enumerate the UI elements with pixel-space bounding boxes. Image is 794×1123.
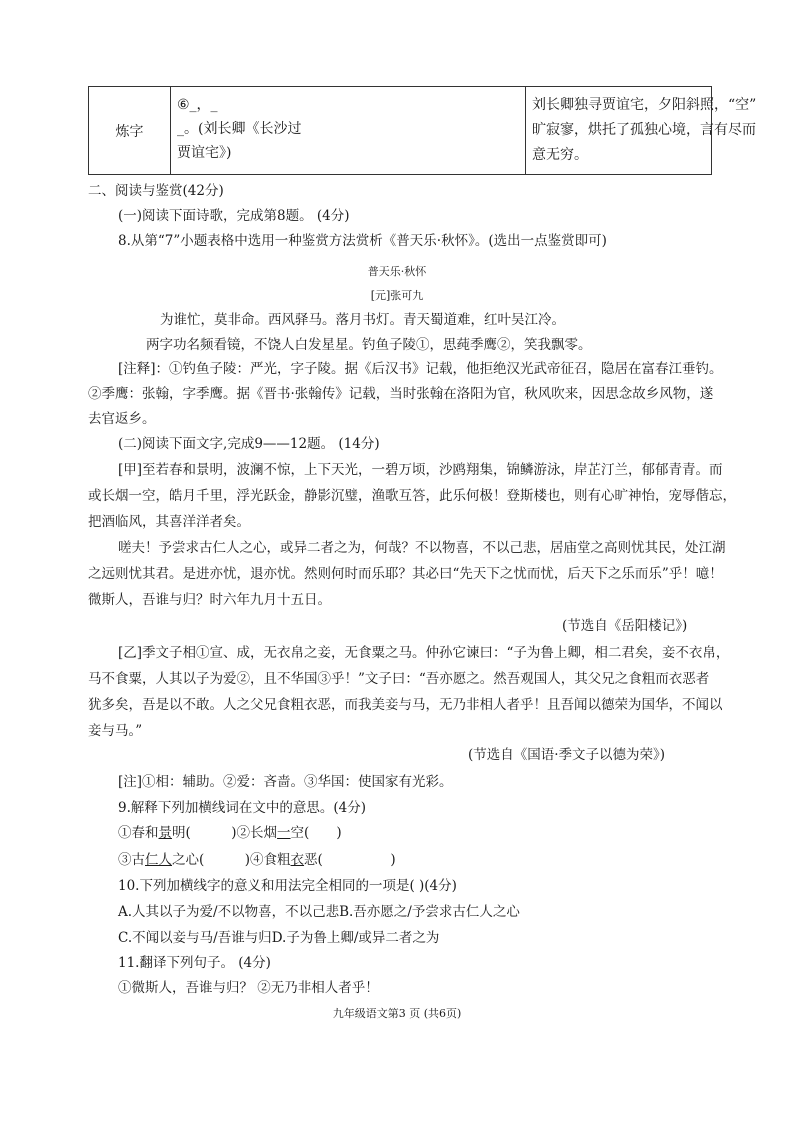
poem-author: [元]张可九 [370,289,424,302]
poem-title: 普天乐·秋怀 [367,265,427,278]
table-right-line: 旷寂寥，烘托了孤独心境，言有尽而 [532,122,756,138]
q9-item-text: 空( ) [290,825,342,841]
passage-yi-line: [乙]季文子相①宣、成，无衣帛之妾，无食粟之马。仲孙它谏曰：“子为鲁上卿，相二君矣，妾不衣帛， [118,645,730,661]
q9-item-text: ④食粗 [250,852,291,868]
passage-jia-line: 把酒临风，其喜洋洋者矣。 [88,514,250,530]
q10-option-c: C.不闻以妾与马/吾谁与归 [118,930,272,946]
question-10: 10.下列加横线字的意义和用法完全相同的一项是( )(4分) [118,878,457,894]
q10-option-a: A.人其以子为爱/不以物喜，不以己悲 [118,904,340,920]
q9-underlined-word: 仁人 [145,852,172,868]
table-middle-cell [171,87,526,174]
question-8: 8.从第“7”小题表格中选用一种鉴赏方法赏析《普天乐·秋怀》。(选出一点鉴赏即可) [118,233,607,249]
section-heading: 二、阅读与鉴赏(42分) [88,183,224,199]
table-right-line: 刘长卿独寻贾谊宅，夕阳斜照，“空” [532,97,757,113]
passage-yi-source: (节选自《国语·季文子以德为荣》) [468,747,666,763]
q9-item-text: 之心( ) [172,852,251,868]
table-right-cell [526,87,757,174]
passage-yi-line: 马不食粟，人其以子为爱②，且不华国③乎！”文子曰：“吾亦愿之。然吾观国人，其父兄之食粗而衣恶者 [88,671,710,687]
q9-underlined-word: 衣 [290,852,305,868]
question-11-items: ①微斯人，吾谁与归？ ②无乃非相人者乎！ [118,980,379,996]
question-10-options [118,928,439,948]
part2-intro: (二)阅读下面文字,完成9——12题。 (14分) [118,436,380,452]
poem-line: 为谁忙，莫非命。西风驿马。落月书灯。青天蜀道难，红叶吴江冷。 [160,312,565,328]
table-mid-line: _。(刘长卿《长沙过 [177,121,302,137]
answer-table [88,86,757,175]
passage-jia-line: [甲]至若春和景明，波澜不惊，上下天光，一碧万顷，沙鸥翔集，锦鳞游泳，岸芷汀兰，郁郁青青。而 [118,462,723,478]
question-11: 11.翻译下列句子。 (4分) [118,955,271,971]
passage-jia-line: 嗟夫！予尝求古仁人之心，或异二者之为，何哉？不以物喜，不以己悲，居庙堂之高则忧其民，处江湖 [118,540,726,556]
passage-yi-line: 妾与马。” [88,723,143,739]
q9-item-text: 明( ) [172,825,237,841]
passage-jia-line: 或长烟一空，皓月千里，浮光跃金，静影沉璧，渔歌互答，此乐何极！登斯楼也，则有心旷神怡，宠辱偕忘， [88,488,736,504]
q9-underlined-word: 景 [158,825,172,841]
question-10-options [118,902,520,922]
q9-item-text: ①春和 [118,825,159,841]
q9-item-text: ②长烟 [236,825,278,841]
poem-note: ②季鹰：张翰，字季鹰。据《晋书·张翰传》记载，当时张翰在洛阳为官，秋风吹来，因思念故乡风物，遂 [88,386,714,402]
poem-line: 两字功名频看镜，不饶人白发星星。钓鱼子陵①，思莼季鹰②，笑我飘零。 [146,337,592,353]
q9-underlined-word: 一 [277,825,291,841]
poem-note: [注释]：①钓鱼子陵：严光，字子陵。据《后汉书》记载，他拒绝汉光武帝征召，隐居在富春江垂钓。 [118,361,723,377]
page-footer: 九年级语文第3 页 (共6页) [332,1007,462,1020]
passage-jia-line: 之远则忧其君。是进亦忧，退亦忧。然则何时而乐耶？其必曰“先天下之忧而忧，后天下之乐而乐”乎！噫！ [88,566,723,582]
table-right-line: 意无穷。 [532,147,588,163]
part1-intro: (一)阅读下面诗歌，完成第8题。 (4分) [118,208,350,224]
passage-yi-line: 犹多矣，吾是以不敢。人之父兄食粗衣恶，而我美妾与马，无乃非相人者乎！且吾闻以德荣为国华，不闻以 [88,697,723,713]
table-mid-line: ⑥_，_ [177,97,218,113]
q9-item-text: ③古 [118,852,145,868]
poem-note: 去官返乡。 [88,411,156,427]
passage-jia-line: 微斯人，吾谁与归？时六年九月十五日。 [88,592,331,608]
question-9-items [118,823,342,843]
passage-yi-note: [注]①相：辅助。②爱：吝啬。③华国：使国家有光彩。 [118,774,453,790]
passage-jia-source: (节选自《岳阳楼记》) [562,618,688,634]
q9-item-text: 恶( ) [304,852,396,868]
table-label: 炼字 [89,87,171,174]
question-9-items [118,850,396,870]
table-mid-line: 贾谊宅》) [177,145,232,161]
q10-option-d: D.子为鲁上卿/或异二者之为 [271,930,440,946]
question-9: 9.解释下列加横线词在文中的意思。(4分) [118,800,367,816]
q10-option-b: B.吾亦愿之/予尝求古仁人之心 [339,904,520,920]
